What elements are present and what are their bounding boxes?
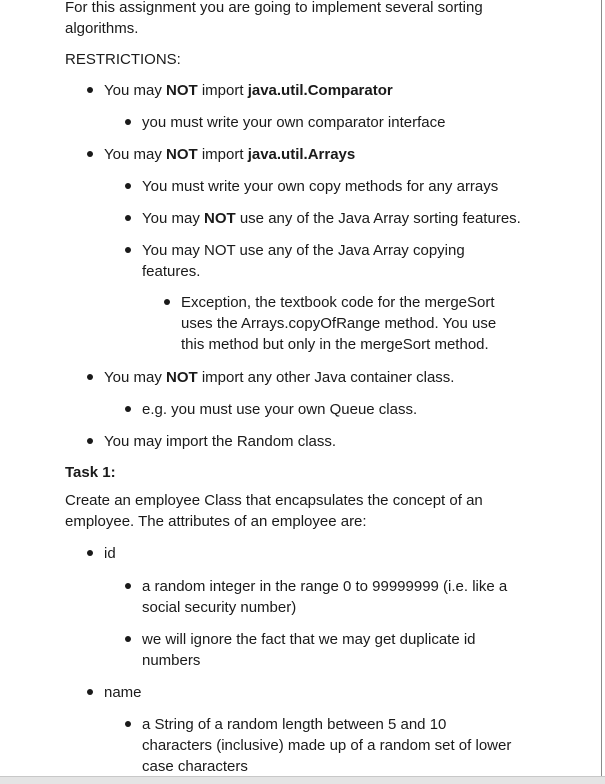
restriction-container-sub: e.g. you must use your own Queue class. [142, 401, 418, 418]
bullet-icon [125, 406, 131, 412]
bullet-icon [87, 438, 93, 444]
intro-line-2: algorithms. [65, 20, 139, 37]
restriction-container: You may NOT import any other Java container class. [104, 369, 455, 386]
attribute-id-note-1-line-2: social security number) [142, 599, 297, 616]
restriction-comparator: You may NOT import java.util.Comparator [104, 82, 393, 99]
task1-desc-line-2: employee. The attributes of an employee are: [65, 513, 367, 530]
bullet-icon [125, 215, 131, 221]
exception-line-2: uses the Arrays.copyOfRange method. You use [181, 315, 497, 332]
restriction-arrays-sub-2: You may NOT use any of the Java Array sorting features. [142, 210, 521, 227]
bullet-icon [125, 721, 131, 727]
restrictions-heading: RESTRICTIONS: [65, 51, 181, 68]
bullet-icon [87, 87, 93, 93]
restriction-arrays-sub-3-line-2: features. [142, 263, 201, 280]
attribute-id-note-2-line-1: we will ignore the fact that we may get duplicate id [142, 631, 476, 648]
bottom-scroll-bar[interactable] [0, 776, 605, 784]
bullet-icon [87, 689, 93, 695]
attribute-name-note-line-3: case characters [142, 758, 248, 775]
bullet-icon [87, 550, 93, 556]
bullet-icon [164, 299, 170, 305]
bullet-icon [87, 374, 93, 380]
attribute-id: id [104, 545, 116, 562]
page-edge-divider [601, 0, 602, 776]
bullet-icon [125, 183, 131, 189]
intro-line-1: For this assignment you are going to implement several sorting [65, 0, 483, 16]
attribute-name: name [104, 684, 142, 701]
restriction-arrays-sub-3-line-1: You may NOT use any of the Java Array copying [142, 242, 465, 259]
restriction-random: You may import the Random class. [104, 433, 337, 450]
bullet-icon [125, 247, 131, 253]
exception-line-3: this method but only in the mergeSort method. [181, 336, 489, 353]
attribute-name-note-line-1: a String of a random length between 5 and 10 [142, 716, 447, 733]
bullet-icon [125, 583, 131, 589]
restriction-arrays: You may NOT import java.util.Arrays [104, 146, 356, 163]
attribute-name-note-line-2: characters (inclusive) made up of a random set of lower [142, 737, 512, 754]
restriction-arrays-sub-1: You must write your own copy methods for any arrays [142, 178, 499, 195]
restriction-comparator-sub: you must write your own comparator interface [142, 114, 446, 131]
exception-line-1: Exception, the textbook code for the mergeSort [181, 294, 495, 311]
task1-desc-line-1: Create an employee Class that encapsulates the concept of an [65, 492, 483, 509]
attribute-id-note-1-line-1: a random integer in the range 0 to 99999999 (i.e. like a [142, 578, 508, 595]
task1-heading: Task 1: [65, 464, 116, 481]
bullet-icon [87, 151, 93, 157]
bullet-icon [125, 119, 131, 125]
bullet-icon [125, 636, 131, 642]
attribute-id-note-2-line-2: numbers [142, 652, 201, 669]
